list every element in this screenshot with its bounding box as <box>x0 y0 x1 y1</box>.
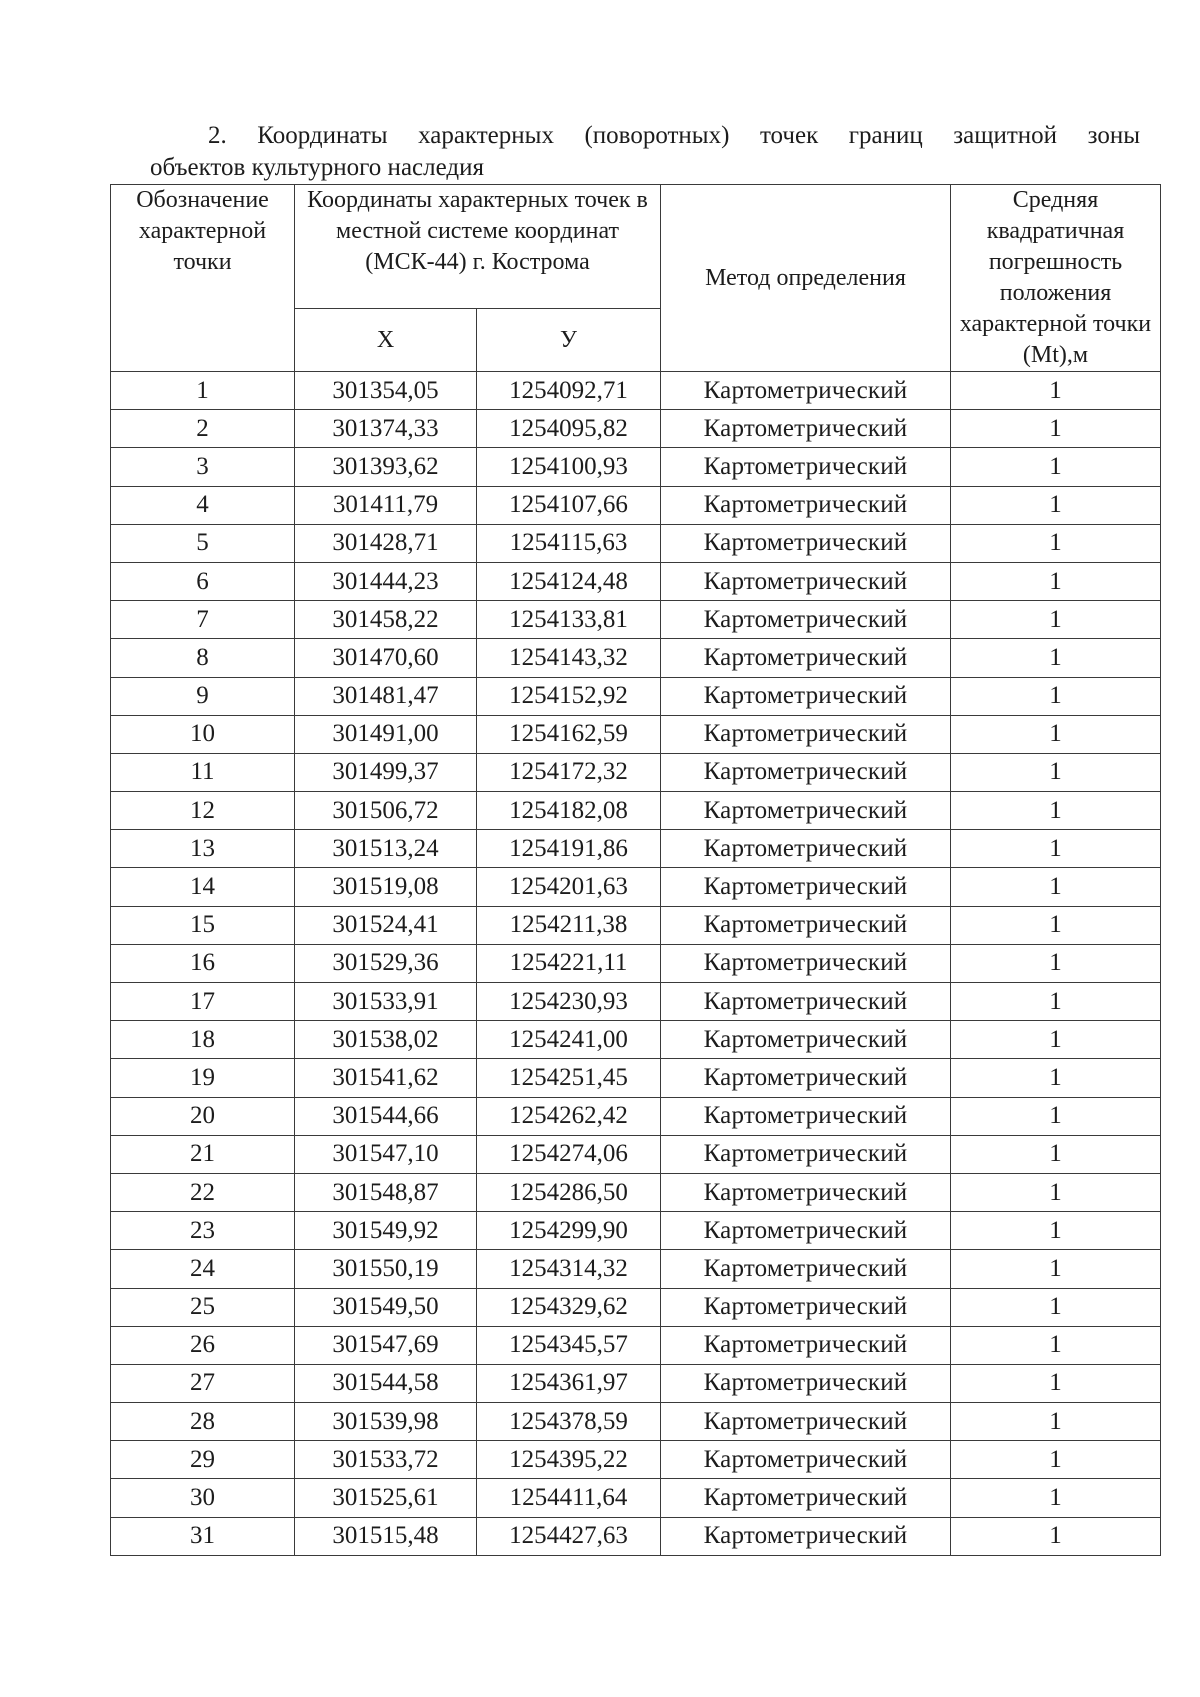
cell-y: 1254411,64 <box>477 1479 661 1517</box>
cell-error: 1 <box>951 944 1161 982</box>
cell-y: 1254299,90 <box>477 1212 661 1250</box>
header-y: У <box>477 309 661 372</box>
cell-error: 1 <box>951 1135 1161 1173</box>
cell-point-number: 10 <box>111 715 295 753</box>
cell-y: 1254191,86 <box>477 830 661 868</box>
cell-method: Картометрический <box>661 1135 951 1173</box>
table-row <box>111 1288 1161 1326</box>
cell-method: Картометрический <box>661 1441 951 1479</box>
cell-error: 1 <box>951 1326 1161 1364</box>
table-row <box>111 1517 1161 1555</box>
cell-x: 301539,98 <box>295 1403 477 1441</box>
cell-x: 301547,10 <box>295 1135 477 1173</box>
cell-error: 1 <box>951 601 1161 639</box>
cell-x: 301549,50 <box>295 1288 477 1326</box>
cell-error: 1 <box>951 486 1161 524</box>
cell-x: 301444,23 <box>295 562 477 600</box>
cell-method: Картометрический <box>661 1364 951 1402</box>
cell-error: 1 <box>951 1097 1161 1135</box>
cell-method: Картометрический <box>661 601 951 639</box>
section-heading <box>150 120 1140 184</box>
cell-y: 1254162,59 <box>477 715 661 753</box>
cell-error: 1 <box>951 410 1161 448</box>
cell-x: 301541,62 <box>295 1059 477 1097</box>
cell-y: 1254100,93 <box>477 448 661 486</box>
table-row <box>111 1135 1161 1173</box>
cell-x: 301538,02 <box>295 1021 477 1059</box>
table-row <box>111 410 1161 448</box>
cell-point-number: 6 <box>111 562 295 600</box>
cell-method: Картометрический <box>661 1288 951 1326</box>
table-row <box>111 1059 1161 1097</box>
cell-point-number: 12 <box>111 792 295 830</box>
table-row <box>111 792 1161 830</box>
table-row <box>111 1326 1161 1364</box>
cell-error: 1 <box>951 639 1161 677</box>
cell-point-number: 27 <box>111 1364 295 1402</box>
cell-point-number: 20 <box>111 1097 295 1135</box>
header-point-designation: Обозначение характерной точки <box>111 185 295 372</box>
cell-x: 301374,33 <box>295 410 477 448</box>
cell-error: 1 <box>951 830 1161 868</box>
cell-y: 1254092,71 <box>477 372 661 410</box>
table-row <box>111 944 1161 982</box>
table-row <box>111 1441 1161 1479</box>
cell-error: 1 <box>951 983 1161 1021</box>
cell-error: 1 <box>951 562 1161 600</box>
cell-method: Картометрический <box>661 1517 951 1555</box>
cell-y: 1254230,93 <box>477 983 661 1021</box>
cell-method: Картометрический <box>661 906 951 944</box>
heading-line-2: объектов культурного наследия <box>150 154 484 181</box>
cell-method: Картометрический <box>661 983 951 1021</box>
cell-point-number: 26 <box>111 1326 295 1364</box>
cell-method: Картометрический <box>661 1212 951 1250</box>
cell-x: 301354,05 <box>295 372 477 410</box>
table-row <box>111 983 1161 1021</box>
cell-method: Картометрический <box>661 1403 951 1441</box>
cell-y: 1254095,82 <box>477 410 661 448</box>
cell-y: 1254133,81 <box>477 601 661 639</box>
cell-error: 1 <box>951 524 1161 562</box>
header-error: Средняя квадратичная погрешность положения характерной точки (Mt),м <box>951 185 1161 372</box>
table-header <box>111 185 1161 372</box>
cell-y: 1254143,32 <box>477 639 661 677</box>
cell-error: 1 <box>951 1288 1161 1326</box>
cell-error: 1 <box>951 677 1161 715</box>
cell-error: 1 <box>951 715 1161 753</box>
cell-x: 301549,92 <box>295 1212 477 1250</box>
table-row <box>111 1364 1161 1402</box>
cell-point-number: 19 <box>111 1059 295 1097</box>
cell-x: 301544,66 <box>295 1097 477 1135</box>
table-row <box>111 601 1161 639</box>
cell-y: 1254395,22 <box>477 1441 661 1479</box>
cell-y: 1254427,63 <box>477 1517 661 1555</box>
cell-y: 1254152,92 <box>477 677 661 715</box>
header-coordinates: Координаты характерных точек в местной системе координат (МСК-44) г. Кострома <box>295 185 661 309</box>
table-body <box>111 372 1161 1556</box>
cell-point-number: 4 <box>111 486 295 524</box>
cell-x: 301481,47 <box>295 677 477 715</box>
cell-point-number: 9 <box>111 677 295 715</box>
cell-method: Картометрический <box>661 524 951 562</box>
table-row <box>111 372 1161 410</box>
cell-point-number: 29 <box>111 1441 295 1479</box>
cell-x: 301515,48 <box>295 1517 477 1555</box>
table-row <box>111 524 1161 562</box>
cell-point-number: 31 <box>111 1517 295 1555</box>
cell-point-number: 18 <box>111 1021 295 1059</box>
table-row <box>111 715 1161 753</box>
cell-point-number: 30 <box>111 1479 295 1517</box>
cell-x: 301428,71 <box>295 524 477 562</box>
cell-y: 1254107,66 <box>477 486 661 524</box>
cell-y: 1254251,45 <box>477 1059 661 1097</box>
table-row <box>111 1173 1161 1211</box>
cell-x: 301533,72 <box>295 1441 477 1479</box>
cell-x: 301524,41 <box>295 906 477 944</box>
cell-x: 301548,87 <box>295 1173 477 1211</box>
cell-method: Картометрический <box>661 1097 951 1135</box>
cell-point-number: 11 <box>111 753 295 791</box>
cell-error: 1 <box>951 1479 1161 1517</box>
cell-y: 1254378,59 <box>477 1403 661 1441</box>
cell-method: Картометрический <box>661 715 951 753</box>
table-row <box>111 486 1161 524</box>
cell-method: Картометрический <box>661 486 951 524</box>
cell-y: 1254286,50 <box>477 1173 661 1211</box>
cell-y: 1254345,57 <box>477 1326 661 1364</box>
cell-x: 301547,69 <box>295 1326 477 1364</box>
cell-point-number: 13 <box>111 830 295 868</box>
cell-y: 1254124,48 <box>477 562 661 600</box>
cell-x: 301458,22 <box>295 601 477 639</box>
cell-method: Картометрический <box>661 944 951 982</box>
table-row <box>111 1403 1161 1441</box>
cell-point-number: 5 <box>111 524 295 562</box>
cell-point-number: 17 <box>111 983 295 1021</box>
cell-error: 1 <box>951 906 1161 944</box>
cell-method: Картометрический <box>661 677 951 715</box>
table-row <box>111 1479 1161 1517</box>
cell-error: 1 <box>951 1059 1161 1097</box>
table-row <box>111 448 1161 486</box>
cell-point-number: 16 <box>111 944 295 982</box>
cell-point-number: 21 <box>111 1135 295 1173</box>
cell-x: 301513,24 <box>295 830 477 868</box>
cell-error: 1 <box>951 792 1161 830</box>
heading-line-1: 2. Координаты характерных (поворотных) точек границ защитной зоны <box>208 122 1140 149</box>
cell-y: 1254314,32 <box>477 1250 661 1288</box>
cell-point-number: 25 <box>111 1288 295 1326</box>
cell-point-number: 23 <box>111 1212 295 1250</box>
cell-error: 1 <box>951 1364 1161 1402</box>
cell-method: Картометрический <box>661 1250 951 1288</box>
table-row <box>111 830 1161 868</box>
cell-point-number: 8 <box>111 639 295 677</box>
cell-error: 1 <box>951 1021 1161 1059</box>
cell-method: Картометрический <box>661 639 951 677</box>
cell-x: 301544,58 <box>295 1364 477 1402</box>
table-row <box>111 639 1161 677</box>
cell-x: 301411,79 <box>295 486 477 524</box>
cell-point-number: 14 <box>111 868 295 906</box>
cell-method: Картометрический <box>661 753 951 791</box>
table-row <box>111 1097 1161 1135</box>
cell-y: 1254274,06 <box>477 1135 661 1173</box>
cell-y: 1254221,11 <box>477 944 661 982</box>
cell-error: 1 <box>951 1403 1161 1441</box>
cell-method: Картометрический <box>661 1479 951 1517</box>
cell-point-number: 3 <box>111 448 295 486</box>
table-row <box>111 562 1161 600</box>
cell-method: Картометрический <box>661 830 951 868</box>
cell-x: 301525,61 <box>295 1479 477 1517</box>
cell-point-number: 24 <box>111 1250 295 1288</box>
cell-x: 301519,08 <box>295 868 477 906</box>
cell-method: Картометрический <box>661 792 951 830</box>
cell-method: Картометрический <box>661 1021 951 1059</box>
coordinates-table <box>110 184 1161 1556</box>
cell-error: 1 <box>951 868 1161 906</box>
cell-y: 1254361,97 <box>477 1364 661 1402</box>
cell-y: 1254201,63 <box>477 868 661 906</box>
cell-x: 301491,00 <box>295 715 477 753</box>
table-row <box>111 906 1161 944</box>
cell-error: 1 <box>951 372 1161 410</box>
cell-point-number: 22 <box>111 1173 295 1211</box>
cell-method: Картометрический <box>661 372 951 410</box>
cell-error: 1 <box>951 1441 1161 1479</box>
cell-y: 1254182,08 <box>477 792 661 830</box>
cell-method: Картометрический <box>661 448 951 486</box>
cell-error: 1 <box>951 753 1161 791</box>
cell-y: 1254211,38 <box>477 906 661 944</box>
cell-error: 1 <box>951 1517 1161 1555</box>
header-x: Х <box>295 309 477 372</box>
cell-error: 1 <box>951 448 1161 486</box>
cell-error: 1 <box>951 1173 1161 1211</box>
cell-y: 1254329,62 <box>477 1288 661 1326</box>
cell-point-number: 1 <box>111 372 295 410</box>
cell-x: 301529,36 <box>295 944 477 982</box>
cell-point-number: 2 <box>111 410 295 448</box>
table-row <box>111 868 1161 906</box>
cell-method: Картометрический <box>661 868 951 906</box>
cell-method: Картометрический <box>661 1326 951 1364</box>
header-method: Метод определения <box>661 185 951 372</box>
cell-point-number: 7 <box>111 601 295 639</box>
cell-error: 1 <box>951 1250 1161 1288</box>
cell-x: 301470,60 <box>295 639 477 677</box>
cell-point-number: 28 <box>111 1403 295 1441</box>
table-row <box>111 1021 1161 1059</box>
table-row <box>111 753 1161 791</box>
cell-x: 301550,19 <box>295 1250 477 1288</box>
cell-y: 1254241,00 <box>477 1021 661 1059</box>
cell-y: 1254262,42 <box>477 1097 661 1135</box>
table-row <box>111 677 1161 715</box>
cell-method: Картометрический <box>661 1173 951 1211</box>
cell-y: 1254172,32 <box>477 753 661 791</box>
cell-method: Картометрический <box>661 1059 951 1097</box>
cell-y: 1254115,63 <box>477 524 661 562</box>
cell-method: Картометрический <box>661 562 951 600</box>
cell-error: 1 <box>951 1212 1161 1250</box>
table-row <box>111 1212 1161 1250</box>
table-row <box>111 1250 1161 1288</box>
cell-x: 301499,37 <box>295 753 477 791</box>
cell-x: 301533,91 <box>295 983 477 1021</box>
cell-x: 301506,72 <box>295 792 477 830</box>
cell-x: 301393,62 <box>295 448 477 486</box>
cell-point-number: 15 <box>111 906 295 944</box>
cell-method: Картометрический <box>661 410 951 448</box>
